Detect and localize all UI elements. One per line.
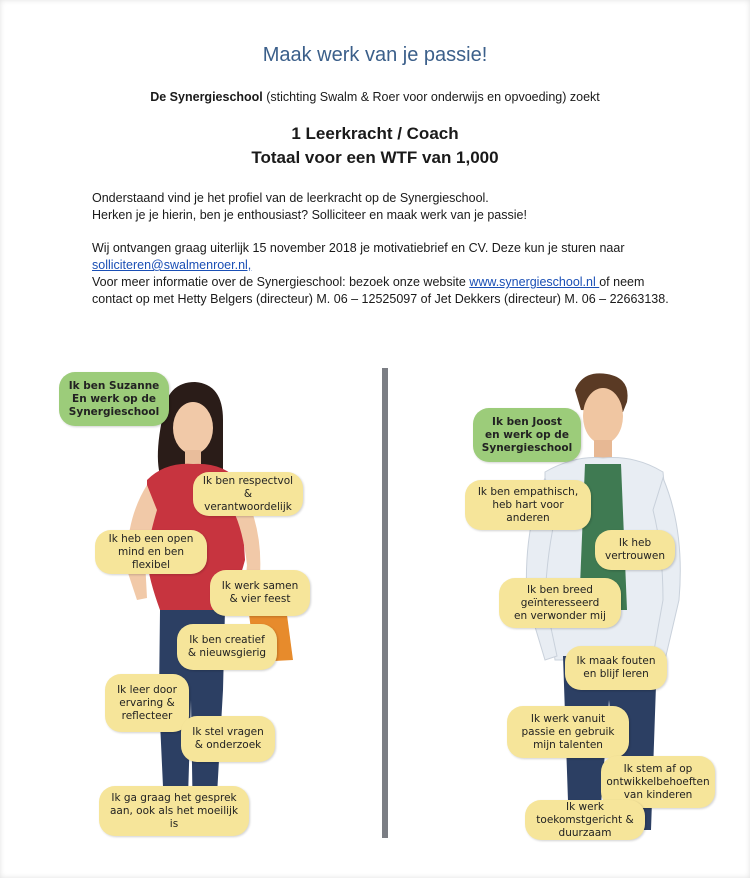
website-link[interactable]: www.synergieschool.nl: [469, 275, 600, 289]
apply-deadline-text: Wij ontvangen graag uiterlijk 15 november 2018 je motivatiebrief en CV. Deze kun je sturen naar: [92, 241, 625, 255]
page-title: Maak werk van je passie!: [262, 44, 488, 66]
more-info-text: Voor meer informatie over de Synergieschool: bezoek onze website: [92, 275, 470, 289]
position-fte: Totaal voor een WTF van 1,000: [251, 148, 499, 167]
suzanne-bubble-respectvol: Ik ben respectvol & verantwoordelijk: [193, 472, 303, 516]
intro-line-1: Onderstaand vind je het profiel van de leerkracht op de Synergieschool.: [92, 191, 489, 205]
organization-description: (stichting Swalm & Roer voor onderwijs en opvoeding) zoekt: [262, 90, 600, 104]
intro-paragraph: [92, 190, 672, 224]
joost-bubble-afstemmen: Ik stem af op ontwikkelbehoeften van kinderen: [601, 756, 715, 808]
joost-bubble-toekomstgericht: Ik werk toekomstgericht & duurzaam: [525, 800, 645, 840]
suzanne-bubble-vragen: Ik stel vragen & onderzoek: [181, 716, 275, 762]
profile-illustration: [55, 360, 715, 840]
email-link[interactable]: solliciteren@swalmenroer.nl,: [92, 258, 252, 272]
intro-line-2: Herken je je hierin, ben je enthousiast? Solliciteer en maak werk van je passie!: [92, 208, 527, 222]
suzanne-bubble-open-mind: Ik heb een open mind en ben flexibel: [95, 530, 207, 574]
joost-bubble-fouten: Ik maak fouten en blijf leren: [565, 646, 667, 690]
organization-name: De Synergieschool: [150, 90, 263, 104]
column-divider: [382, 368, 388, 838]
suzanne-bubble-samenwerken: Ik werk samen & vier feest: [210, 570, 310, 616]
organization-line: [0, 90, 750, 104]
suzanne-bubble-gesprek: Ik ga graag het gesprek aan, ook als het moeilijk is: [99, 786, 249, 836]
joost-bubble-passie: Ik werk vanuit passie en gebruik mijn talenten: [507, 706, 629, 758]
suzanne-name-bubble: Ik ben Suzanne En werk op de Synergieschool: [59, 372, 169, 426]
suzanne-bubble-creatief: Ik ben creatief & nieuwsgierig: [177, 624, 277, 670]
joost-bubble-empathisch: Ik ben empathisch, heb hart voor anderen: [465, 480, 591, 530]
suzanne-bubble-ervaring: Ik leer door ervaring & reflecteer: [105, 674, 189, 732]
joost-bubble-vertrouwen: Ik heb vertrouwen: [595, 530, 675, 570]
position-title: 1 Leerkracht / Coach: [291, 124, 459, 143]
apply-paragraph: [92, 240, 672, 308]
joost-name-bubble: Ik ben Joost en werk op de Synergieschool: [473, 408, 581, 462]
contact-text: of neem contact op met Hetty Belgers (directeur) M. 06 – 12525097 of Jet Dekkers (directeur) M. 06 – 22663138.: [92, 275, 669, 306]
joost-bubble-breed: Ik ben breed geïnteresseerd en verwonder mij: [499, 578, 621, 628]
